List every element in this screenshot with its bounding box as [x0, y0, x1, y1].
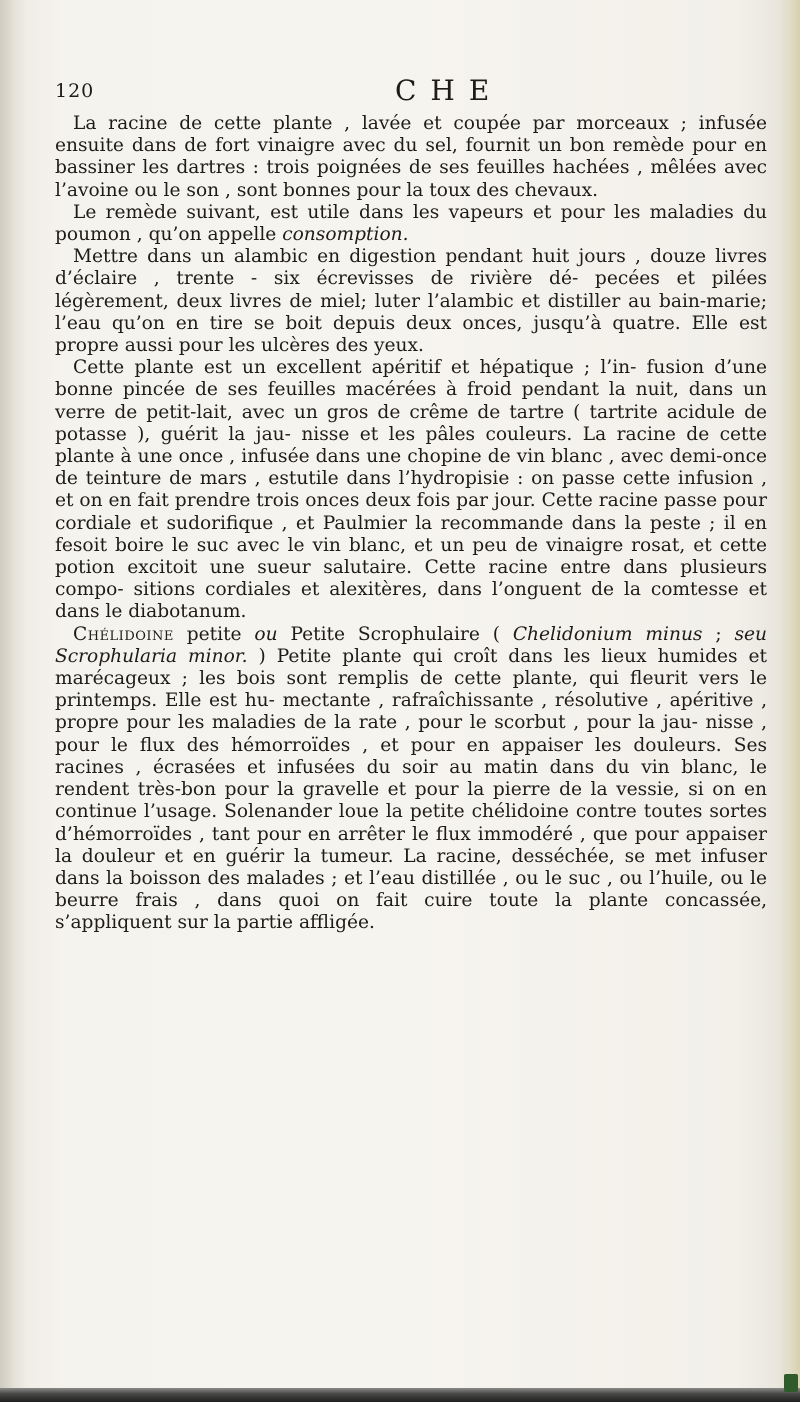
paragraph-4: Cette plante est un excellent apéritif et hépatique ; l’in- fusion d’une bonne pincée de ses feuilles macérées à froid pendant la nuit, dans un verre de petit-lait, avec un gros de crême de tartre ( tartrite acidule de potasse ), guérit la jau- nisse et les pâles couleurs. La racine de cette plante à une once , infusée dans une chopine de vin blanc , avec demi-once de teinture de mars , estutile dans l’hydropisie : on passe cette infusion , et on en fait prendre trois onces deux fois par jour. Cette racine passe pour cordiale et sudorifique , et Paulmier la recommande dans la peste ; il en fesoit boire le suc avec le vin blanc, et un peu de vinaigre rosat, et cette potion excitoit une sueur salutaire. Cette racine entre dans plusieurs compo- sitions cordiales et alexitères, dans l’onguent de la comtesse et dans le diabotanum. [55, 357, 767, 623]
paragraph-2 [55, 202, 767, 246]
page-header [55, 74, 755, 110]
running-head: CHE [395, 74, 504, 107]
paragraph-5 [55, 624, 767, 935]
entry-text-d: ) Petite plante qui croît dans les lieux humides et marécageux ; les bois sont remplis de cette plante, qui fleurit vers le printemps. Elle est hu- mectante , rafraîchissante , résolutive , apéritive , propre pour les maladies de la rate , pour le scorbut , pour la jau- nisse , pour le flux des hémorroïdes , et pour en appaiser les douleurs. Ses racines , écrasées et infusées du soir au matin dans du vin blanc, le rendent très-bon pour la gravelle et pour la pierre de la vessie, si on en continue l’usage. Solenander loue la petite chélidoine contre toutes sortes d’hémorroïdes , tant pour en arrêter le flux immodéré , que pour appaiser la douleur et en guérir la tumeur. La racine, desséchée, se met infuser dans la boisson des malades ; et l’eau distillée , ou le suc , ou l’huile, ou le beurre frais , dans quoi on fait cuire toute la plante concassée, s’appliquent sur la partie affligée. [55, 645, 767, 934]
entry-text-a: petite [173, 623, 255, 645]
italic-term-consomption: consomption. [282, 224, 409, 246]
paragraph-1: La racine de cette plante , lavée et coupée par morceaux ; infusée ensuite dans de fort vinaigre avec du sel, fournit un bon remède pour en bassiner les dartres : trois poignées de ses feuilles hachées , mêlées avec l’avoine ou le son , sont bonnes pour la toux des chevaux. [55, 113, 767, 201]
page-number: 120 [55, 80, 95, 102]
page-right-edge [778, 0, 800, 1402]
paragraph-3: Mettre dans un alambic en digestion pendant huit jours , douze livres d’éclaire , trente - six écrevisses de rivière dé- pecées et pilées légèrement, deux livres de miel; luter l’alambic et distiller au bain-marie; l’eau qu’on en tire se boit depuis deux onces, jusqu’à quatre. Elle est propre aussi pour les ulcères des yeux. [55, 246, 767, 357]
latin-name-2: seu Scrophularia minor. [55, 623, 767, 667]
latin-name-1: Chelidonium minus [512, 623, 703, 645]
page-gutter-shadow [0, 0, 26, 1402]
scan-bottom-edge [0, 1388, 800, 1402]
entry-text-b: Petite Scrophulaire ( [277, 623, 513, 645]
paragraph-2-text: Le remède suivant, est utile dans les vapeurs et pour les maladies du poumon , qu’on appelle [55, 201, 767, 246]
entry-headword: Chélidoine [73, 623, 174, 645]
entry-italic-ou: ou [254, 623, 278, 645]
entry-text-c: ; [702, 623, 735, 645]
scan-corner-mark [784, 1374, 798, 1392]
body-text [55, 113, 767, 935]
